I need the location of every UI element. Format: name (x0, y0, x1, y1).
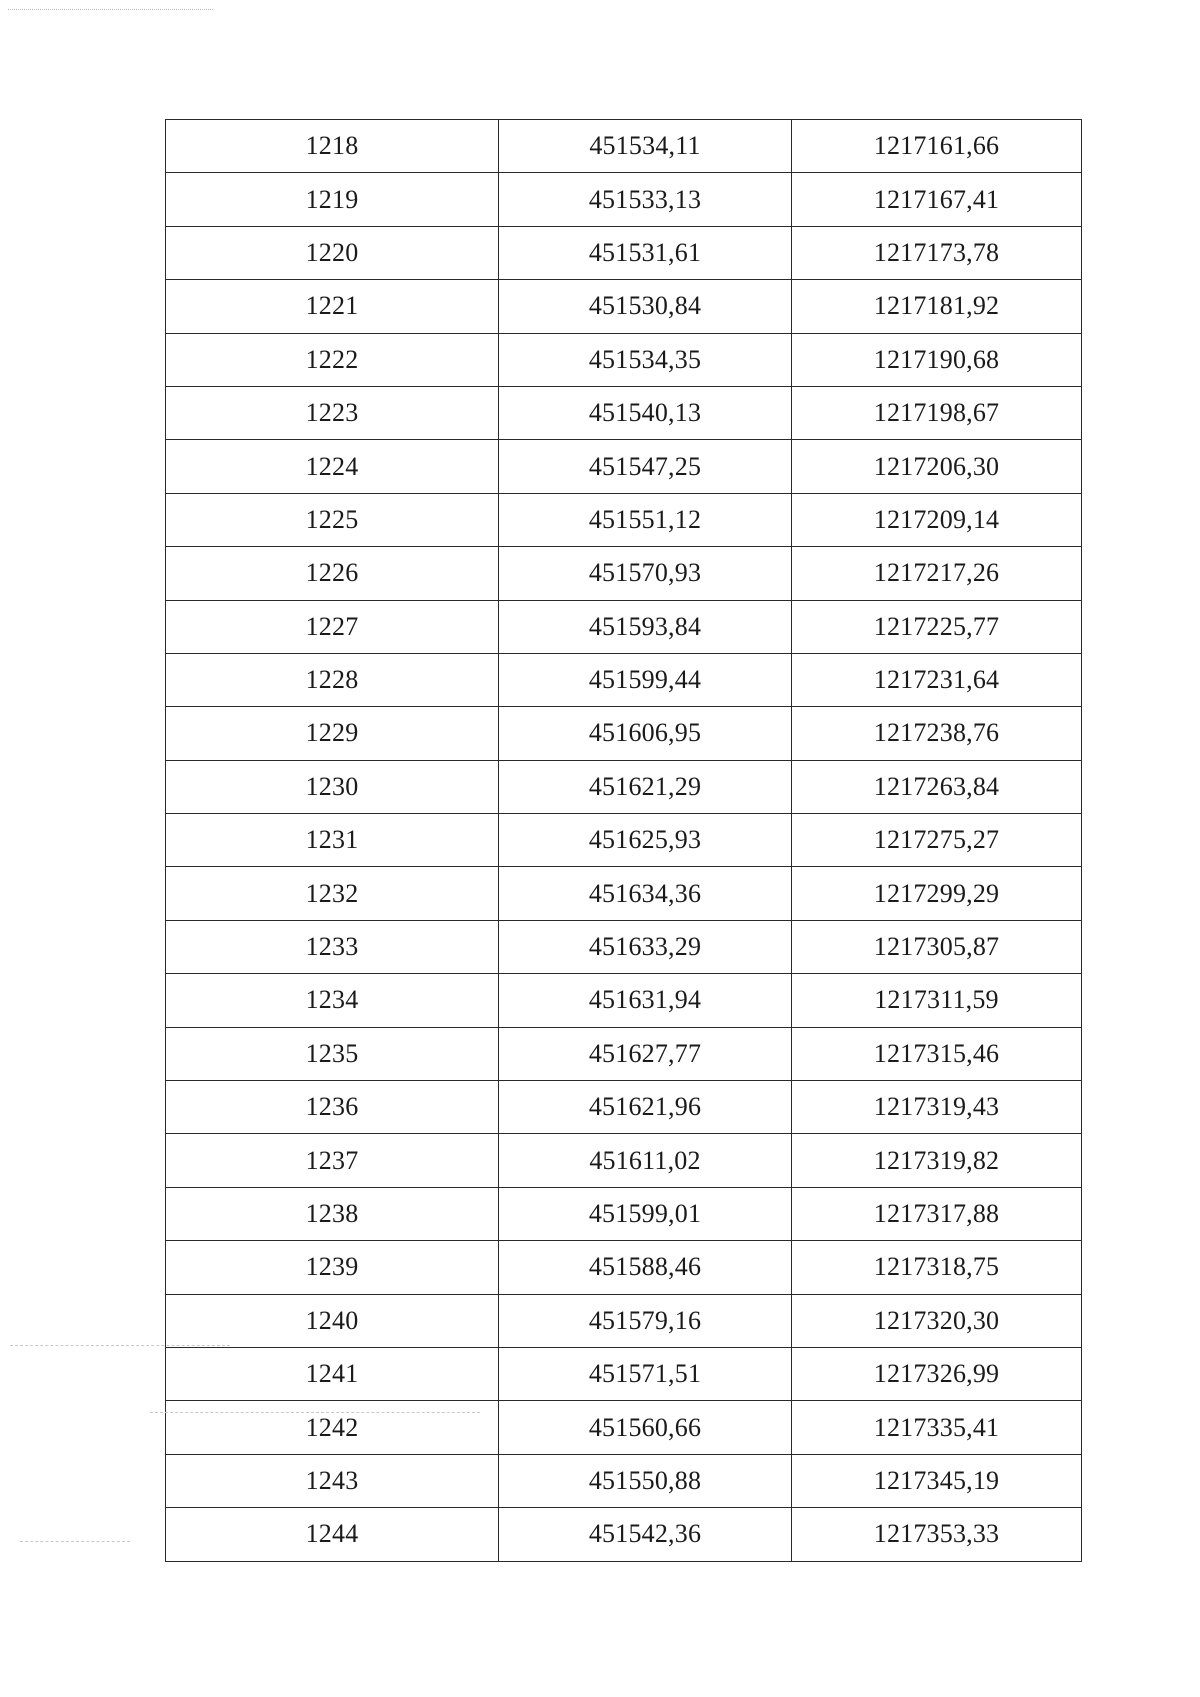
y-coordinate-cell: 1217299,29 (792, 867, 1082, 920)
point-number-cell: 1241 (166, 1347, 499, 1400)
x-coordinate-cell: 451599,44 (499, 653, 792, 706)
point-number-cell: 1219 (166, 173, 499, 226)
point-number-cell: 1232 (166, 867, 499, 920)
table-row (166, 707, 1082, 760)
table-row (166, 814, 1082, 867)
x-coordinate-cell: 451627,77 (499, 1027, 792, 1080)
y-coordinate-cell: 1217315,46 (792, 1027, 1082, 1080)
table-row (166, 1241, 1082, 1294)
table-row (166, 173, 1082, 226)
x-coordinate-cell: 451550,88 (499, 1454, 792, 1507)
point-number-cell: 1228 (166, 653, 499, 706)
x-coordinate-cell: 451593,84 (499, 600, 792, 653)
y-coordinate-cell: 1217317,88 (792, 1187, 1082, 1240)
table-row (166, 1401, 1082, 1454)
y-coordinate-cell: 1217311,59 (792, 974, 1082, 1027)
x-coordinate-cell: 451621,96 (499, 1081, 792, 1134)
point-number-cell: 1238 (166, 1187, 499, 1240)
point-number-cell: 1221 (166, 280, 499, 333)
table-row (166, 1454, 1082, 1507)
x-coordinate-cell: 451625,93 (499, 814, 792, 867)
table-row (166, 600, 1082, 653)
x-coordinate-cell: 451547,25 (499, 440, 792, 493)
y-coordinate-cell: 1217206,30 (792, 440, 1082, 493)
y-coordinate-cell: 1217326,99 (792, 1347, 1082, 1400)
x-coordinate-cell: 451588,46 (499, 1241, 792, 1294)
x-coordinate-cell: 451540,13 (499, 386, 792, 439)
y-coordinate-cell: 1217320,30 (792, 1294, 1082, 1347)
x-coordinate-cell: 451631,94 (499, 974, 792, 1027)
point-number-cell: 1218 (166, 120, 499, 173)
table-row (166, 974, 1082, 1027)
x-coordinate-cell: 451606,95 (499, 707, 792, 760)
x-coordinate-cell: 451570,93 (499, 547, 792, 600)
table-row (166, 493, 1082, 546)
point-number-cell: 1236 (166, 1081, 499, 1134)
y-coordinate-cell: 1217225,77 (792, 600, 1082, 653)
point-number-cell: 1239 (166, 1241, 499, 1294)
table-row (166, 547, 1082, 600)
point-number-cell: 1225 (166, 493, 499, 546)
y-coordinate-cell: 1217318,75 (792, 1241, 1082, 1294)
x-coordinate-cell: 451534,35 (499, 333, 792, 386)
point-number-cell: 1243 (166, 1454, 499, 1507)
point-number-cell: 1230 (166, 760, 499, 813)
point-number-cell: 1220 (166, 226, 499, 279)
y-coordinate-cell: 1217275,27 (792, 814, 1082, 867)
table-row (166, 867, 1082, 920)
y-coordinate-cell: 1217231,64 (792, 653, 1082, 706)
table-row (166, 1134, 1082, 1187)
table-row (166, 920, 1082, 973)
y-coordinate-cell: 1217161,66 (792, 120, 1082, 173)
y-coordinate-cell: 1217335,41 (792, 1401, 1082, 1454)
table-row (166, 1294, 1082, 1347)
y-coordinate-cell: 1217167,41 (792, 173, 1082, 226)
y-coordinate-cell: 1217181,92 (792, 280, 1082, 333)
table-row (166, 226, 1082, 279)
point-number-cell: 1222 (166, 333, 499, 386)
y-coordinate-cell: 1217198,67 (792, 386, 1082, 439)
point-number-cell: 1227 (166, 600, 499, 653)
x-coordinate-cell: 451530,84 (499, 280, 792, 333)
table-row (166, 1347, 1082, 1400)
table-row (166, 440, 1082, 493)
x-coordinate-cell: 451542,36 (499, 1508, 792, 1561)
point-number-cell: 1242 (166, 1401, 499, 1454)
x-coordinate-cell: 451579,16 (499, 1294, 792, 1347)
table-row (166, 333, 1082, 386)
scan-artifact (20, 1541, 130, 1542)
point-number-cell: 1233 (166, 920, 499, 973)
y-coordinate-cell: 1217173,78 (792, 226, 1082, 279)
y-coordinate-cell: 1217190,68 (792, 333, 1082, 386)
point-number-cell: 1234 (166, 974, 499, 1027)
point-number-cell: 1223 (166, 386, 499, 439)
y-coordinate-cell: 1217353,33 (792, 1508, 1082, 1561)
x-coordinate-cell: 451534,11 (499, 120, 792, 173)
y-coordinate-cell: 1217209,14 (792, 493, 1082, 546)
coordinates-table (165, 119, 1082, 1562)
x-coordinate-cell: 451611,02 (499, 1134, 792, 1187)
scan-artifact (150, 1412, 480, 1413)
y-coordinate-cell: 1217319,82 (792, 1134, 1082, 1187)
y-coordinate-cell: 1217238,76 (792, 707, 1082, 760)
table-row (166, 280, 1082, 333)
y-coordinate-cell: 1217263,84 (792, 760, 1082, 813)
table-row (166, 760, 1082, 813)
x-coordinate-cell: 451634,36 (499, 867, 792, 920)
point-number-cell: 1226 (166, 547, 499, 600)
point-number-cell: 1231 (166, 814, 499, 867)
y-coordinate-cell: 1217345,19 (792, 1454, 1082, 1507)
point-number-cell: 1244 (166, 1508, 499, 1561)
x-coordinate-cell: 451571,51 (499, 1347, 792, 1400)
scan-edge-mark (8, 9, 213, 10)
x-coordinate-cell: 451560,66 (499, 1401, 792, 1454)
y-coordinate-cell: 1217319,43 (792, 1081, 1082, 1134)
table-row (166, 1187, 1082, 1240)
point-number-cell: 1240 (166, 1294, 499, 1347)
table-row (166, 1508, 1082, 1561)
x-coordinate-cell: 451533,13 (499, 173, 792, 226)
y-coordinate-cell: 1217217,26 (792, 547, 1082, 600)
point-number-cell: 1237 (166, 1134, 499, 1187)
x-coordinate-cell: 451531,61 (499, 226, 792, 279)
x-coordinate-cell: 451633,29 (499, 920, 792, 973)
coordinates-table-body (166, 120, 1082, 1562)
point-number-cell: 1224 (166, 440, 499, 493)
point-number-cell: 1235 (166, 1027, 499, 1080)
table-row (166, 386, 1082, 439)
table-row (166, 1081, 1082, 1134)
point-number-cell: 1229 (166, 707, 499, 760)
table-row (166, 120, 1082, 173)
table-row (166, 1027, 1082, 1080)
y-coordinate-cell: 1217305,87 (792, 920, 1082, 973)
scan-artifact (10, 1345, 230, 1346)
table-row (166, 653, 1082, 706)
x-coordinate-cell: 451621,29 (499, 760, 792, 813)
x-coordinate-cell: 451551,12 (499, 493, 792, 546)
x-coordinate-cell: 451599,01 (499, 1187, 792, 1240)
